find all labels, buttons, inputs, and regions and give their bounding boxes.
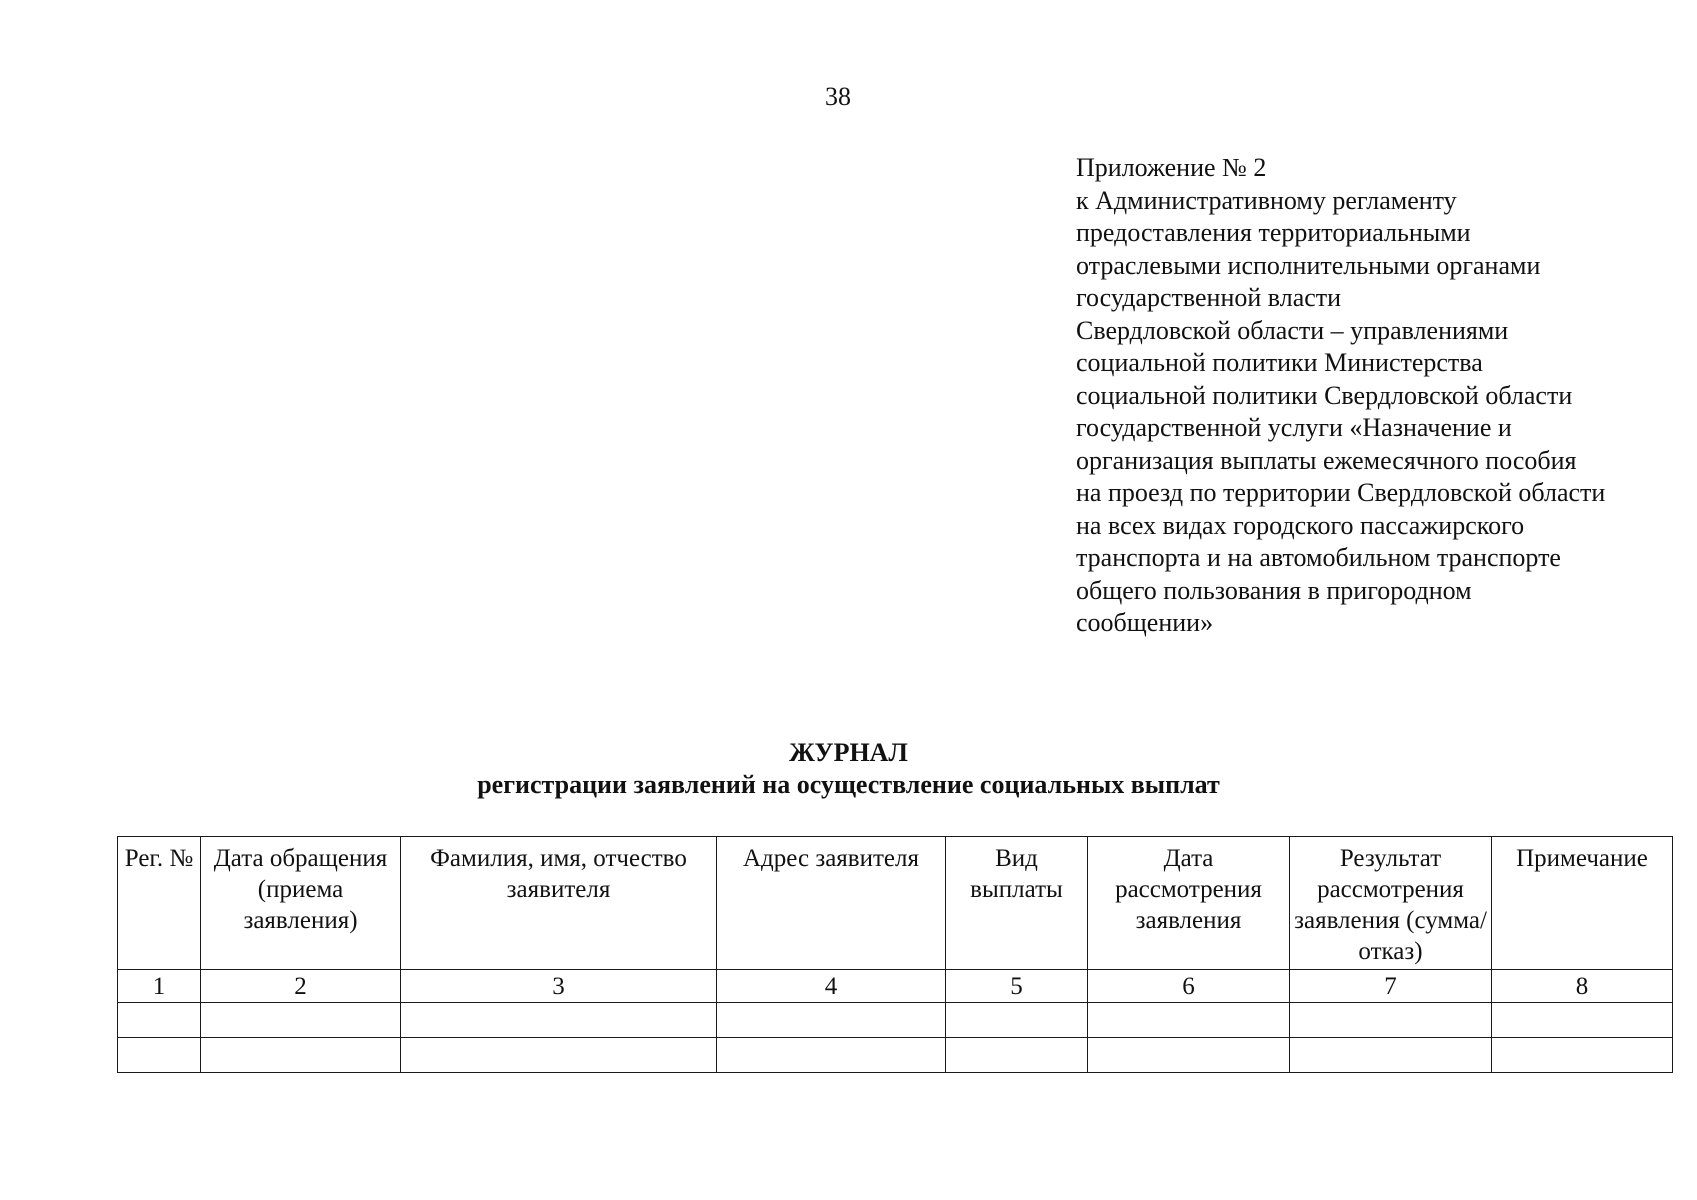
column-number: 6 <box>1088 970 1290 1003</box>
column-number: 7 <box>1290 970 1492 1003</box>
table-cell <box>1492 1038 1673 1073</box>
column-number: 4 <box>717 970 946 1003</box>
appendix-line: отраслевыми исполнительными органами <box>1076 250 1541 280</box>
appendix-line: транспорта и на автомобильном транспорте <box>1076 543 1561 572</box>
table-cell <box>201 1003 401 1038</box>
appendix-line: организация выплаты ежемесячного пособия <box>1076 445 1577 475</box>
table-cell <box>946 1038 1088 1073</box>
appendix-line: государственной власти <box>1076 283 1342 312</box>
appendix-line: Приложение № 2 <box>1076 153 1267 182</box>
header-applicant-name: Фамилия, имя, отчество заявителя <box>401 837 717 970</box>
column-number: 2 <box>201 970 401 1003</box>
column-number: 3 <box>401 970 717 1003</box>
table-cell <box>401 1038 717 1073</box>
appendix-line: сообщении» <box>1076 608 1214 637</box>
table-cell <box>201 1038 401 1073</box>
header-row <box>118 837 1673 970</box>
table-cell <box>1088 1003 1290 1038</box>
header-note: Примечание <box>1492 837 1673 970</box>
appendix-line: государственной услуги «Назначение и <box>1076 413 1512 442</box>
appendix-line: социальной политики Свердловской области <box>1076 380 1573 410</box>
appendix-line: на всех видах городского пассажирского <box>1076 510 1525 540</box>
table-cell <box>717 1003 946 1038</box>
column-number-row <box>118 970 1673 1003</box>
appendix-line: на проезд по территории Свердловской области <box>1076 478 1606 507</box>
table-row <box>118 1003 1673 1038</box>
table-cell <box>401 1003 717 1038</box>
appendix-line: предоставления территориальными <box>1076 218 1471 247</box>
header-applicant-address: Адрес заявителя <box>717 837 946 970</box>
table-cell <box>118 1003 201 1038</box>
table-cell <box>1492 1003 1673 1038</box>
journal-title: ЖУРНАЛ <box>789 738 908 767</box>
column-number: 5 <box>946 970 1088 1003</box>
header-application-date: Дата обращения (приема заявления) <box>201 837 401 970</box>
table-cell <box>1290 1003 1492 1038</box>
table-cell <box>118 1038 201 1073</box>
table-row <box>118 1038 1673 1073</box>
table-cell <box>946 1003 1088 1038</box>
appendix-line: Свердловской области – управлениями <box>1076 315 1509 345</box>
appendix-note <box>1076 152 1676 640</box>
table-cell <box>1088 1038 1290 1073</box>
header-review-result: Результат рассмотрения заявления (сумма/отказ) <box>1290 837 1492 970</box>
journal-table <box>117 836 1673 1073</box>
page-number: 38 <box>825 82 851 111</box>
header-reg-number: Рег. № <box>118 837 201 970</box>
appendix-line: к Административному регламенту <box>1076 185 1457 215</box>
appendix-line: социальной политики Министерства <box>1076 348 1483 377</box>
header-payment-type: Вид выплаты <box>946 837 1088 970</box>
header-review-date: Дата рассмотрения заявления <box>1088 837 1290 970</box>
appendix-line: общего пользования в пригородном <box>1076 575 1472 605</box>
journal-subtitle: регистрации заявлений на осуществление социальных выплат <box>477 770 1220 799</box>
table-cell <box>1290 1038 1492 1073</box>
column-number: 1 <box>118 970 201 1003</box>
column-number: 8 <box>1492 970 1673 1003</box>
table-cell <box>717 1038 946 1073</box>
